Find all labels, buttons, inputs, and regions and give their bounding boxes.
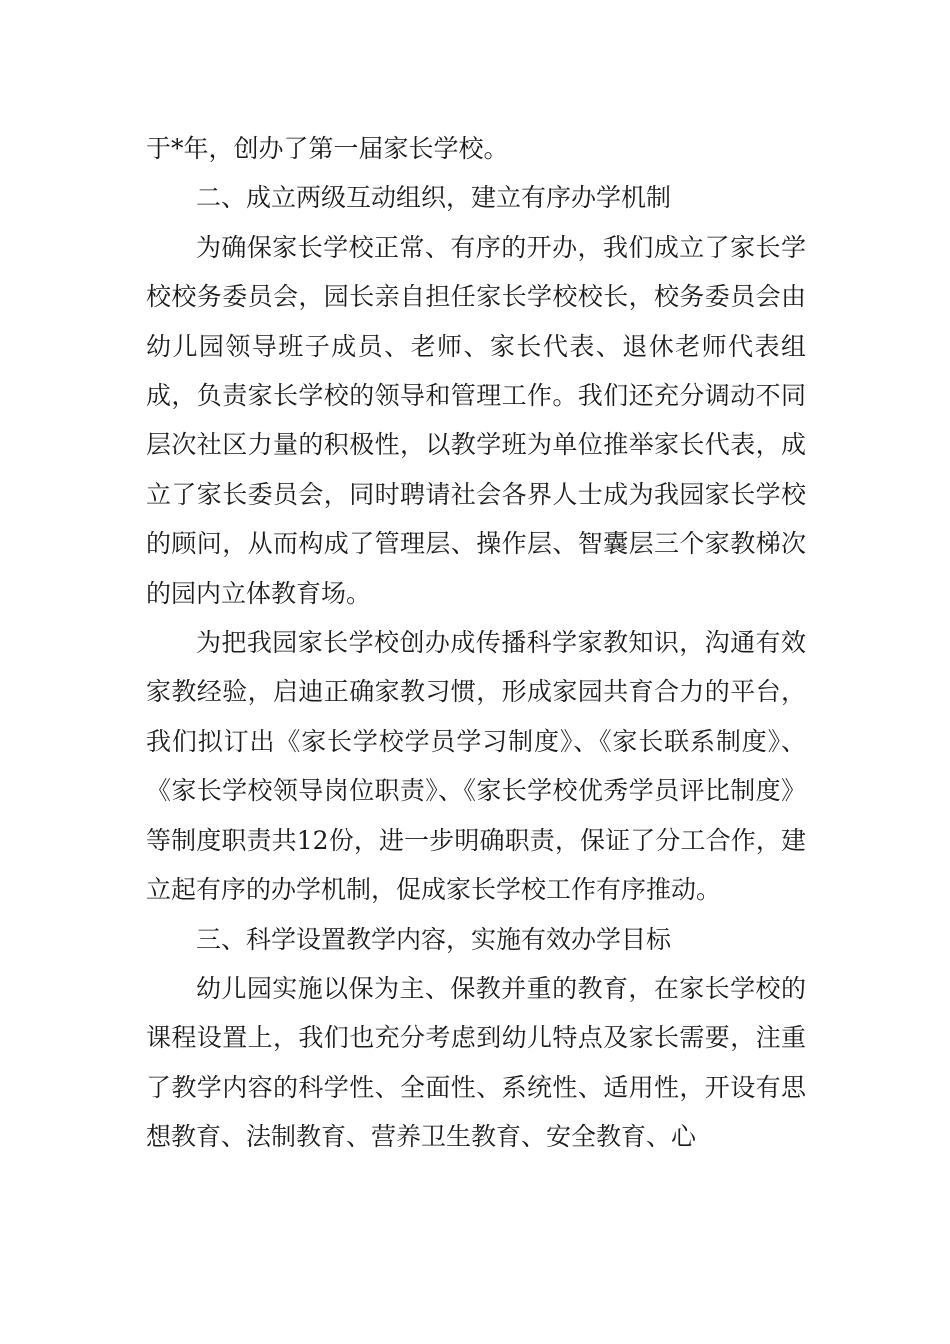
paragraph-regulations: 为把我园家长学校创办成传播科学家教知识，沟通有效家教经验，启迪正确家教习惯，形成家园共育合力的平台，我们拟订出《家长学校学员学习制度》、《家长联系制度》、《家长学校领导岗位职责》、《家长学校优秀学员评比制度》等制度职责共12份，进一步明确职责，保证了分工合作，建立起有序的办学机制，促成家长学校工作有序推动。 [146, 628, 806, 905]
section-heading-2: 二、成立两级互动组织，建立有序办学机制 [196, 183, 672, 213]
paragraph-continuation: 于*年，创办了第一届家长学校。 [146, 134, 509, 163]
section-heading-3: 三、科学设置教学内容，实施有效办学目标 [196, 924, 672, 954]
paragraph-committee: 为确保家长学校正常、有序的开办，我们成立了家长学校校务委员会，园长亲自担任家长学校校长，校务委员会由幼儿园领导班子成员、老师、家长代表、退休老师代表组成，负责家长学校的领导和管理工作。我们还充分调动不同层次社区力量的积极性，以教学班为单位推举家长代表，成立了家长委员会，同时聘请社会各界人士成为我园家长学校的顾问，从而构成了管理层、操作层、智囊层三个家教梯次的园内立体教育场。 [146, 232, 806, 608]
paragraph-curriculum: 幼儿园实施以保为主、保教并重的教育，在家长学校的课程设置上，我们也充分考虑到幼儿特点及家长需要，注重了教学内容的科学性、全面性、系统性、适用性，开设有思想教育、法制教育、营养卫生教育、安全教育、心 [146, 973, 806, 1152]
document-body [146, 124, 806, 1162]
